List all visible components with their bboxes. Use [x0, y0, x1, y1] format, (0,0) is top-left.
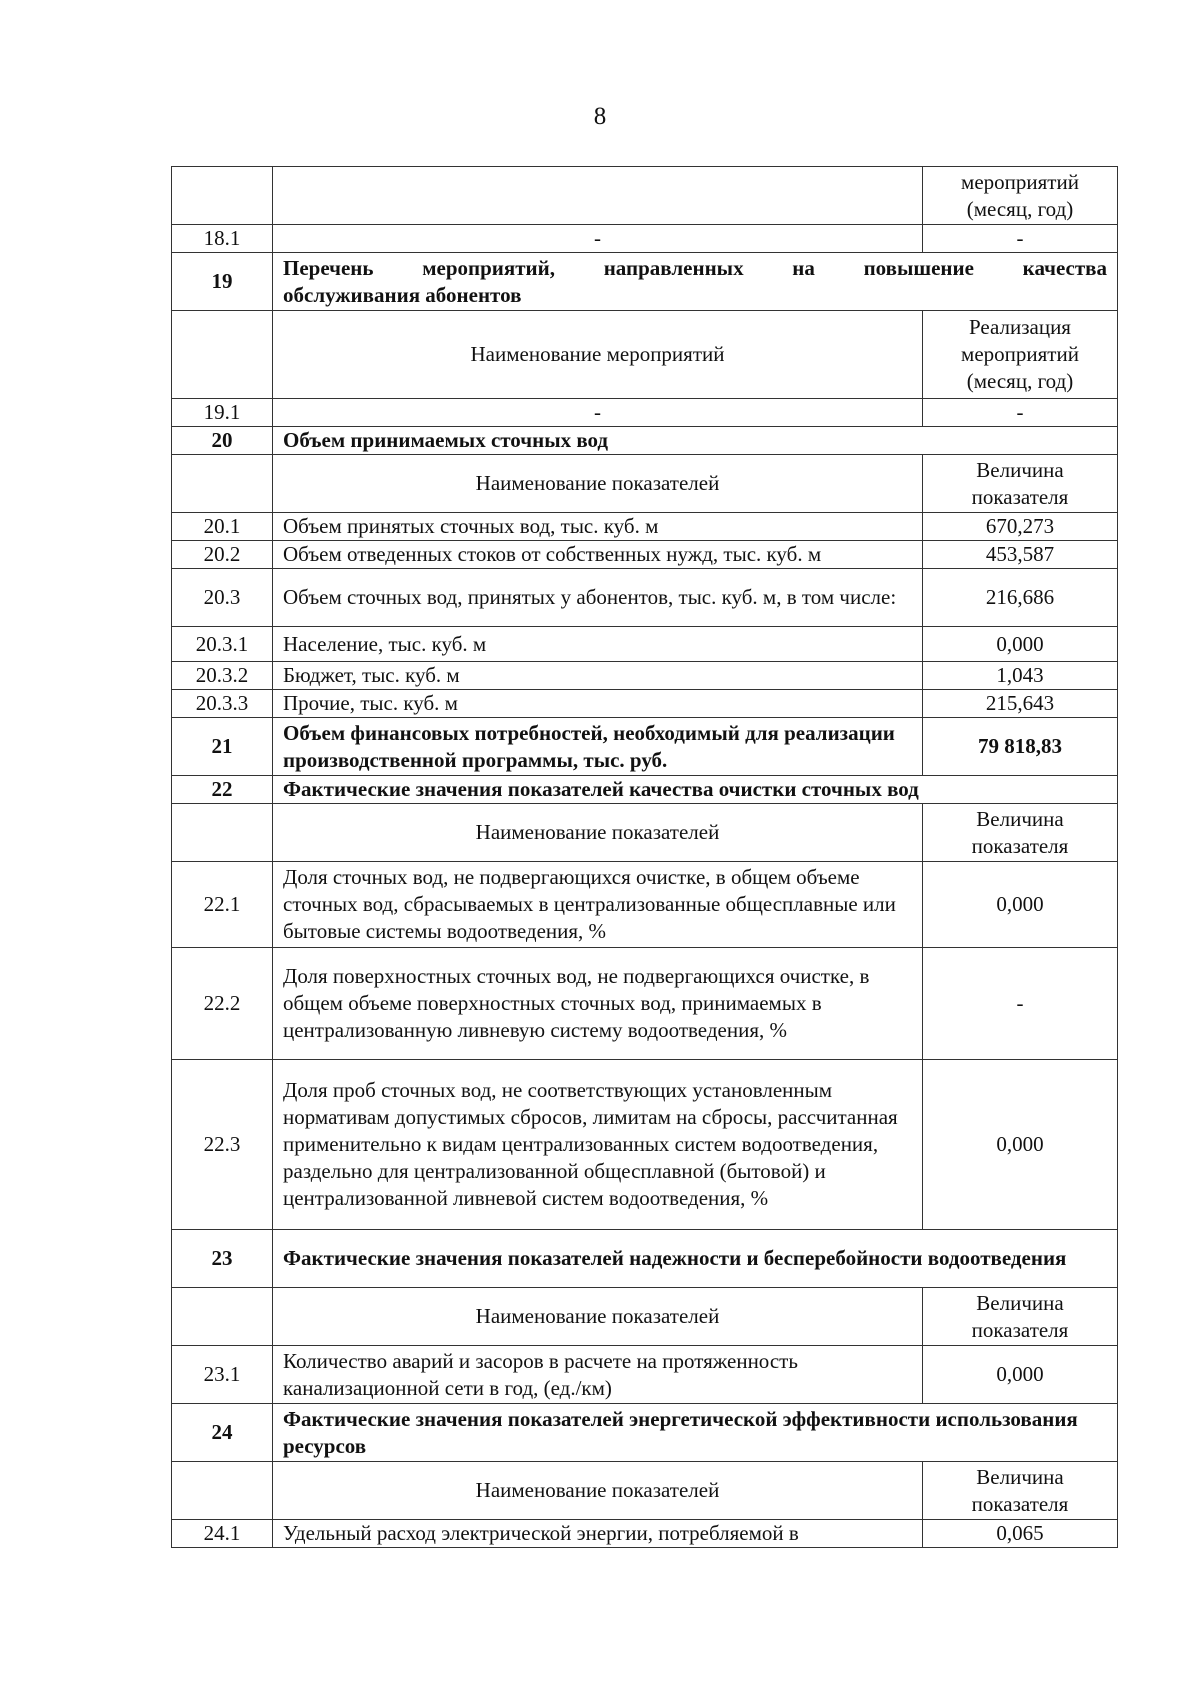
number-cell: 20.2	[172, 541, 273, 569]
value-cell: 1,043	[923, 662, 1118, 690]
number-cell	[172, 1288, 273, 1346]
name-cell: Прочие, тыс. куб. м	[273, 690, 923, 718]
table-row	[172, 513, 1118, 541]
header-name: Наименование показателей	[273, 804, 923, 862]
name-cell: Доля поверхностных сточных вод, не подвергающихся очистке, в общем объеме поверхностных сточных вод, принимаемых в централизованную ливневую систему водоотведения, %	[273, 948, 923, 1060]
header-name: Наименование показателей	[273, 1462, 923, 1520]
value-cell: 216,686	[923, 569, 1118, 627]
section-title: Фактические значения показателей энергетической эффективности использования ресурсов	[273, 1404, 1118, 1462]
table-row	[172, 541, 1118, 569]
section-number: 21	[172, 718, 273, 776]
value-cell: 0,065	[923, 1520, 1118, 1548]
value-cell: мероприятий (месяц, год)	[923, 167, 1118, 225]
number-cell: 23.1	[172, 1346, 273, 1404]
name-cell: Доля проб сточных вод, не соответствующих установленным нормативам допустимых сбросов, лимитам на сбросы, рассчитанная применительно к видам централизованных систем водоотведения, раздельно для централизованной общесплавной (бытовой) и централизованной ливневой систем водоотведения, %	[273, 1060, 923, 1230]
table-row	[172, 662, 1118, 690]
number-cell	[172, 311, 273, 399]
name-cell: Объем принятых сточных вод, тыс. куб. м	[273, 513, 923, 541]
name-cell: Количество аварий и засоров в расчете на протяженность канализационной сети в год, (ед./км)	[273, 1346, 923, 1404]
header-row	[172, 1462, 1118, 1520]
name-cell: Объем отведенных стоков от собственных нужд, тыс. куб. м	[273, 541, 923, 569]
number-cell: 22.2	[172, 948, 273, 1060]
section-number: 24	[172, 1404, 273, 1462]
name-cell	[273, 167, 923, 225]
section-row	[172, 253, 1118, 311]
number-cell: 20.1	[172, 513, 273, 541]
number-cell	[172, 167, 273, 225]
section-row	[172, 427, 1118, 455]
section-number: 22	[172, 776, 273, 804]
section-row	[172, 718, 1118, 776]
name-cell: Объем сточных вод, принятых у абонентов, тыс. куб. м, в том числе:	[273, 569, 923, 627]
name-cell: -	[273, 225, 923, 253]
value-cell: 215,643	[923, 690, 1118, 718]
table-row	[172, 1346, 1118, 1404]
header-value: Величина показателя	[923, 1462, 1118, 1520]
financial-needs-value: 79 818,83	[923, 718, 1118, 776]
value-cell: 0,000	[923, 1346, 1118, 1404]
section-title: Фактические значения показателей надежности и бесперебойности водоотведения	[273, 1230, 1118, 1288]
number-cell: 19.1	[172, 399, 273, 427]
name-cell: Доля сточных вод, не подвергающихся очистке, в общем объеме сточных вод, сбрасываемых в централизованные общесплавные или бытовые системы водоотведения, %	[273, 862, 923, 948]
header-row	[172, 455, 1118, 513]
number-cell	[172, 455, 273, 513]
section-row	[172, 1404, 1118, 1462]
value-cell: 0,000	[923, 862, 1118, 948]
section-row	[172, 1230, 1118, 1288]
number-cell: 22.3	[172, 1060, 273, 1230]
page-number: 8	[593, 103, 607, 130]
section-title-line: обслуживания абонентов	[283, 282, 522, 307]
value-cell: -	[923, 948, 1118, 1060]
name-cell: Бюджет, тыс. куб. м	[273, 662, 923, 690]
section-row	[172, 776, 1118, 804]
value-cell: 0,000	[923, 627, 1118, 662]
header-name: Наименование показателей	[273, 1288, 923, 1346]
number-cell	[172, 804, 273, 862]
value-cell: 670,273	[923, 513, 1118, 541]
name-cell: -	[273, 399, 923, 427]
section-number: 19	[172, 253, 273, 311]
header-value: Величина показателя	[923, 1288, 1118, 1346]
table-row	[172, 948, 1118, 1060]
name-cell: Удельный расход электрической энергии, потребляемой в	[273, 1520, 923, 1548]
header-name: Наименование показателей	[273, 455, 923, 513]
number-cell: 20.3	[172, 569, 273, 627]
table-row	[172, 1520, 1118, 1548]
header-name: Наименование мероприятий	[273, 311, 923, 399]
number-cell: 20.3.2	[172, 662, 273, 690]
number-cell: 18.1	[172, 225, 273, 253]
table-row	[172, 399, 1118, 427]
number-cell: 20.3.1	[172, 627, 273, 662]
header-row	[172, 1288, 1118, 1346]
number-cell: 20.3.3	[172, 690, 273, 718]
section-title	[273, 253, 1118, 311]
section-title: Объем принимаемых сточных вод	[273, 427, 1118, 455]
header-value: Величина показателя	[923, 455, 1118, 513]
value-cell: 453,587	[923, 541, 1118, 569]
table-row	[172, 690, 1118, 718]
value-cell: 0,000	[923, 1060, 1118, 1230]
value-cell: -	[923, 225, 1118, 253]
table-row	[172, 862, 1118, 948]
header-value: Величина показателя	[923, 804, 1118, 862]
header-row	[172, 804, 1118, 862]
table-row	[172, 1060, 1118, 1230]
table-row	[172, 167, 1118, 225]
number-cell: 22.1	[172, 862, 273, 948]
value-cell: -	[923, 399, 1118, 427]
section-title: Объем финансовых потребностей, необходимый для реализации производственной программы, тыс. руб.	[273, 718, 923, 776]
header-row	[172, 311, 1118, 399]
section-number: 20	[172, 427, 273, 455]
table-row	[172, 225, 1118, 253]
name-cell: Население, тыс. куб. м	[273, 627, 923, 662]
section-title: Фактические значения показателей качества очистки сточных вод	[273, 776, 1118, 804]
section-number: 23	[172, 1230, 273, 1288]
header-value: Реализация мероприятий (месяц, год)	[923, 311, 1118, 399]
number-cell: 24.1	[172, 1520, 273, 1548]
table-row	[172, 569, 1118, 627]
section-title-line: Перечень мероприятий, направленных на повышение качества	[283, 255, 1107, 280]
number-cell	[172, 1462, 273, 1520]
program-indicators-table	[171, 166, 1118, 1548]
table-row	[172, 627, 1118, 662]
